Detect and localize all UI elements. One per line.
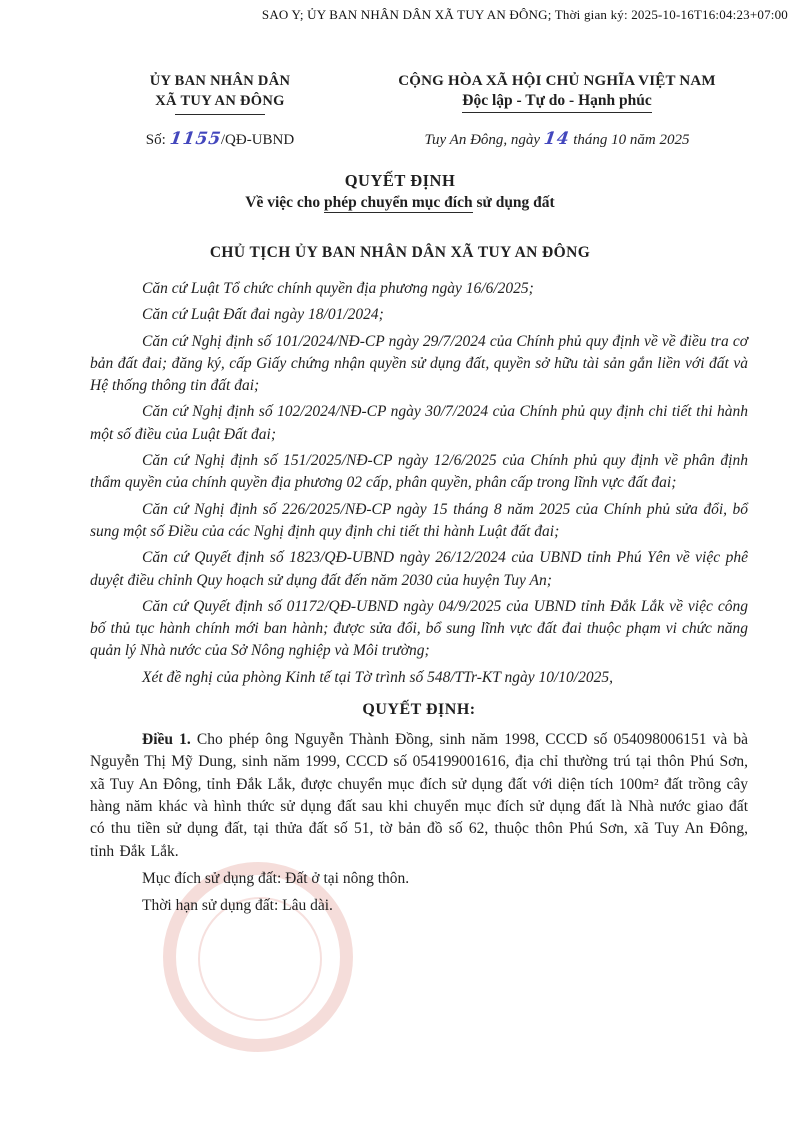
recital-paragraph: Căn cứ Luật Đất đai ngày 18/01/2024;: [142, 306, 384, 324]
document-title: QUYẾT ĐỊNH: [344, 171, 456, 190]
article-1-details: [90, 868, 748, 918]
subtitle-post: sử dụng đất: [472, 194, 555, 211]
recital-paragraph: Căn cứ Quyết định số 01172/QĐ-UBND ngày 04/9/2025 của UBND tỉnh Đắk Lắk về việc công bố thủ tục hành chính mới ban hành; được sửa đổi, bổ sung lĩnh vực đất đai thuộc phạm vi chức năng quản lý Nhà nước của Sở Nông nghiệp và Môi trường;: [90, 597, 748, 660]
subtitle-pre: Về việc cho: [245, 194, 325, 211]
issuer-underline-rule: [175, 114, 265, 115]
place-date-line: [357, 129, 757, 149]
document-number-suffix: /QĐ-UBND: [220, 132, 295, 148]
national-motto-line2: Độc lập - Tự do - Hạnh phúc: [462, 92, 651, 113]
decision-heading: QUYẾT ĐỊNH:: [362, 701, 476, 719]
issuing-authority-block: [95, 71, 345, 115]
recitals-list: [90, 278, 748, 689]
document-subtitle: [0, 194, 800, 212]
article-1-label: Điều 1.: [142, 731, 191, 749]
recital-paragraph: Xét đề nghị của phòng Kinh tế tại Tờ trình số 548/TTr-KT ngày 10/10/2025,: [142, 668, 613, 686]
document-number-handwritten: 1155: [168, 129, 223, 149]
document-header: [0, 71, 800, 115]
issuer-name-line1: ỦY BAN NHÂN DÂN: [149, 73, 291, 89]
document-number-label: Số:: [145, 132, 166, 148]
date-handwritten-day: 14: [542, 129, 571, 149]
recital-paragraph: Căn cứ Quyết định số 1823/QĐ-UBND ngày 26/12/2024 của UBND tỉnh Phú Yên về việc phê duyệt điều chỉnh Quy hoạch sử dụng đất đến năm 2030 của huyện Tuy An;: [90, 549, 748, 589]
national-motto-line1: CỘNG HÒA XÃ HỘI CHỦ NGHĨA VIỆT NAM: [398, 73, 716, 89]
issuer-name-line2: XÃ TUY AN ĐÔNG: [155, 93, 285, 109]
article-detail-line: Thời hạn sử dụng đất: Lâu dài.: [142, 897, 333, 915]
article-detail-line: Mục đích sử dụng đất: Đất ở tại nông thôn.: [142, 869, 410, 887]
article-1-text: Cho phép ông Nguyễn Thành Đồng, sinh năm 1998, CCCD số 054098006151 và bà Nguyễn Thị Mỹ Dung, sinh năm 1999, CCCD số 054199001616, địa chỉ thường trú tại thôn Phú Sơn, xã Tuy An Đông, tỉnh Đắk Lắk, được chuyển mục đích sử dụng đất với diện tích 100m² đất trồng cây hàng năm khác và hình thức sử dụng đất sau khi chuyển mục đích sử dụng đất là Nhà nước giao đất có thu tiền sử dụng đất, tại thửa đất số 51, tờ bản đồ số 62, thuộc thôn Phú Sơn, xã Tuy An Đông, tỉnh Đắk Lắk.: [90, 731, 749, 860]
document-title-block: [0, 171, 800, 212]
national-header-block: [357, 71, 757, 113]
recital-paragraph: Căn cứ Nghị định số 151/2025/NĐ-CP ngày 12/6/2025 của Chính phủ quy định về phân định thẩm quyền của chính quyền địa phương 02 cấp, phân quyền, phân cấp trong lĩnh vực đất đai;: [90, 452, 748, 492]
recital-paragraph: Căn cứ Nghị định số 226/2025/NĐ-CP ngày 15 tháng 8 năm 2025 của Chính phủ sửa đổi, bổ sung một số Điều của các Nghị định quy định chi tiết thi hành Luật đất đai;: [90, 500, 748, 540]
subtitle-underlined: phép chuyển mục đích: [324, 194, 473, 211]
article-1-paragraph: [90, 729, 748, 863]
recital-paragraph: Căn cứ Nghị định số 101/2024/NĐ-CP ngày 29/7/2024 của Chính phủ quy định về về điều tra cơ bản đất đai; đăng ký, cấp Giấy chứng nhận quyền sử dụng đất, quyền sở hữu tài sản gắn liền với đất và Hệ thống thông tin đất đai;: [90, 332, 748, 395]
authority-heading: CHỦ TỊCH ỦY BAN NHÂN DÂN XÃ TUY AN ĐÔNG: [209, 244, 591, 261]
digital-signature-certification-line: SAO Y; ỦY BAN NHÂN DÂN XÃ TUY AN ĐÔNG; Thời gian ký: 2025-10-16T16:04:23+07:00: [261, 7, 788, 22]
date-suffix: tháng 10 năm 2025: [573, 132, 690, 148]
document-number: [95, 129, 345, 149]
recital-paragraph: Căn cứ Nghị định số 102/2024/NĐ-CP ngày 30/7/2024 của Chính phủ quy định chi tiết thi hành một số điều của Luật Đất đai;: [90, 403, 748, 443]
date-prefix: Tuy An Đông, ngày: [424, 132, 541, 148]
recital-paragraph: Căn cứ Luật Tổ chức chính quyền địa phương ngày 16/6/2025;: [142, 280, 534, 297]
document-body: [0, 278, 800, 917]
document-subheader: [0, 129, 800, 149]
